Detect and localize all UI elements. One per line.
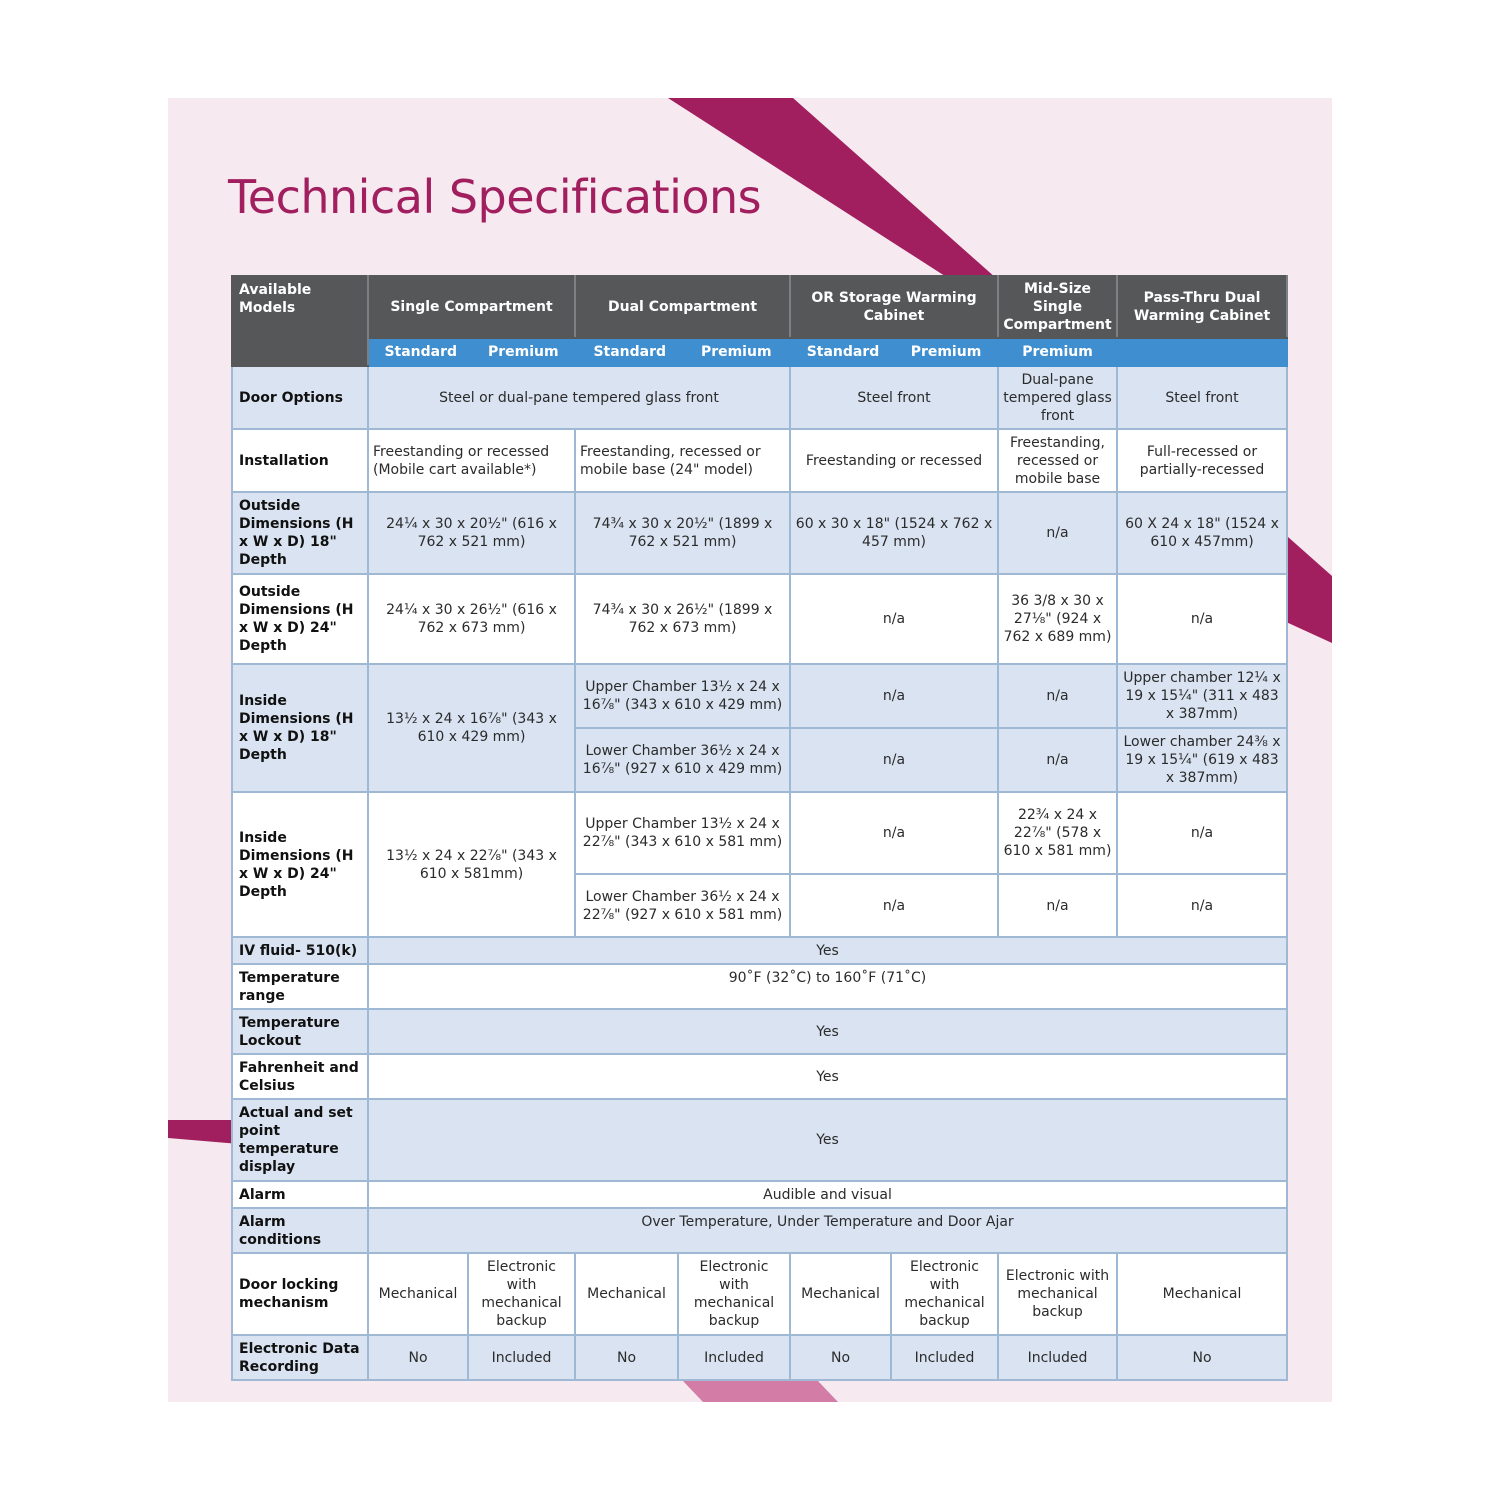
cell-out18-or: 60 x 30 x 18" (1524 x 762 x 457 mm) [790,492,998,574]
cell-install-or: Freestanding or recessed [790,429,998,492]
row-label: Door Options [232,366,368,429]
row-label: Alarm [232,1181,368,1208]
row-label: IV fluid- 510(k) [232,937,368,964]
cell-out18-mid: n/a [998,492,1117,574]
cell-door-mid: Dual-pane tempered glass front [998,366,1117,429]
header-mid-size: Mid-Size Single Compartment [998,276,1117,338]
row-label: Outside Dimensions (H x W x D) 18" Depth [232,492,368,574]
row-alarm [232,1181,1287,1208]
header-row [232,276,1287,338]
subheader-or-standard: Standard [806,344,880,360]
cell-install-mid: Freestanding, recessed or mobile base [998,429,1117,492]
row-label: Inside Dimensions (H x W x D) 18" Depth [232,664,368,792]
subheader-single [368,338,575,366]
header-single-compartment: Single Compartment [368,276,575,338]
subheader-single-premium: Premium [487,344,559,360]
row-data-recording [232,1335,1287,1380]
cell-lock-2: Electronic with mechanical backup [468,1253,575,1335]
cell-in18-pass-lower: Lower chamber 24⅜ x 19 x 15¼" (619 x 483 x 387mm) [1117,728,1287,792]
row-label: Fahrenheit and Celsius [232,1054,368,1099]
row-outside-18 [232,492,1287,574]
row-label: Installation [232,429,368,492]
cell-fahrenheit: Yes [368,1054,1287,1099]
row-label: Temperature Lockout [232,1009,368,1054]
cell-setpoint: Yes [368,1099,1287,1181]
cell-install-dual: Freestanding, recessed or mobile base (24" model) [575,429,790,492]
header-available-models: Available Models [232,276,368,366]
cell-rec-1: No [368,1335,468,1380]
row-setpoint [232,1099,1287,1181]
cell-in18-pass-upper: Upper chamber 12¼ x 19 x 15¼" (311 x 483 x 387mm) [1117,664,1287,728]
subheader-mid-premium: Premium [998,338,1117,366]
subheader-or [790,338,998,366]
cell-lock-6: Electronic with mechanical backup [891,1253,998,1335]
spec-sheet-page [168,98,1332,1402]
cell-in18-mid-upper: n/a [998,664,1117,728]
cell-in24-single: 13½ x 24 x 22⅞" (343 x 610 x 581mm) [368,792,575,937]
header-or-storage: OR Storage Warming Cabinet [790,276,998,338]
cell-lock-8: Mechanical [1117,1253,1287,1335]
cell-out24-single: 24¼ x 30 x 26½" (616 x 762 x 673 mm) [368,574,575,664]
spec-table [231,275,1288,1381]
cell-in24-pass-upper: n/a [1117,792,1287,874]
row-installation [232,429,1287,492]
row-iv-fluid [232,937,1287,964]
cell-in24-dual-upper: Upper Chamber 13½ x 24 x 22⅞" (343 x 610 x 581 mm) [575,792,790,874]
row-fahrenheit [232,1054,1287,1099]
row-label: Outside Dimensions (H x W x D) 24" Depth [232,574,368,664]
bottom-ribbon [683,1381,838,1402]
row-label: Alarm conditions [232,1208,368,1253]
cell-in18-single: 13½ x 24 x 16⅞" (343 x 610 x 429 mm) [368,664,575,792]
cell-rec-7: Included [998,1335,1117,1380]
cell-install-single: Freestanding or recessed (Mobile cart available*) [368,429,575,492]
subheader-dual [575,338,790,366]
row-outside-24 [232,574,1287,664]
cell-in18-mid-lower: n/a [998,728,1117,792]
cell-in24-pass-lower: n/a [1117,874,1287,937]
cell-in24-mid-lower: n/a [998,874,1117,937]
cell-in24-or-lower: n/a [790,874,998,937]
row-temp-lockout [232,1009,1287,1054]
cell-rec-3: No [575,1335,678,1380]
row-label: Inside Dimensions (H x W x D) 24" Depth [232,792,368,937]
cell-in24-or-upper: n/a [790,792,998,874]
cell-out24-or: n/a [790,574,998,664]
cell-in24-mid-upper: 22¾ x 24 x 22⅞" (578 x 610 x 581 mm) [998,792,1117,874]
row-label: Temperature range [232,964,368,1009]
row-door-locking [232,1253,1287,1335]
cell-out18-single: 24¼ x 30 x 20½" (616 x 762 x 521 mm) [368,492,575,574]
cell-out24-dual: 74¾ x 30 x 26½" (1899 x 762 x 673 mm) [575,574,790,664]
row-label: Door locking mechanism [232,1253,368,1335]
cell-lock-3: Mechanical [575,1253,678,1335]
page-title: Technical Specifications [228,170,762,224]
cell-out24-pass: n/a [1117,574,1287,664]
row-inside-18-upper [232,664,1287,728]
cell-alarm-conditions: Over Temperature, Under Temperature and Door Ajar [368,1208,1287,1253]
cell-door-or: Steel front [790,366,998,429]
cell-lock-7: Electronic with mechanical backup [998,1253,1117,1335]
subheader-single-standard: Standard [384,344,458,360]
cell-rec-6: Included [891,1335,998,1380]
row-temp-range [232,964,1287,1009]
cell-in18-or-upper: n/a [790,664,998,728]
row-alarm-conditions [232,1208,1287,1253]
cell-rec-4: Included [678,1335,790,1380]
row-door-options [232,366,1287,429]
cell-lock-4: Electronic with mechanical backup [678,1253,790,1335]
cell-install-pass: Full-recessed or partially-recessed [1117,429,1287,492]
subheader-dual-standard: Standard [593,344,667,360]
header-dual-compartment: Dual Compartment [575,276,790,338]
cell-door-single-dual: Steel or dual-pane tempered glass front [368,366,790,429]
cell-temp-lockout: Yes [368,1009,1287,1054]
cell-rec-5: No [790,1335,891,1380]
subheader-pass-empty [1117,338,1287,366]
row-inside-24-upper [232,792,1287,874]
cell-in18-or-lower: n/a [790,728,998,792]
cell-out24-mid: 36 3/8 x 30 x 27⅛" (924 x 762 x 689 mm) [998,574,1117,664]
cell-in18-dual-lower: Lower Chamber 36½ x 24 x 16⅞" (927 x 610 x 429 mm) [575,728,790,792]
row-label: Actual and set point temperature display [232,1099,368,1181]
cell-out18-dual: 74¾ x 30 x 20½" (1899 x 762 x 521 mm) [575,492,790,574]
cell-lock-5: Mechanical [790,1253,891,1335]
cell-alarm: Audible and visual [368,1181,1287,1208]
row-label: Electronic Data Recording [232,1335,368,1380]
cell-iv-fluid: Yes [368,937,1287,964]
cell-out18-pass: 60 X 24 x 18" (1524 x 610 x 457mm) [1117,492,1287,574]
header-pass-thru: Pass-Thru Dual Warming Cabinet [1117,276,1287,338]
cell-rec-8: No [1117,1335,1287,1380]
cell-lock-1: Mechanical [368,1253,468,1335]
cell-in18-dual-upper: Upper Chamber 13½ x 24 x 16⅞" (343 x 610 x 429 mm) [575,664,790,728]
cell-rec-2: Included [468,1335,575,1380]
subheader-or-premium: Premium [910,344,982,360]
cell-temp-range: 90˚F (32˚C) to 160˚F (71˚C) [368,964,1287,1009]
cell-in24-dual-lower: Lower Chamber 36½ x 24 x 22⅞" (927 x 610 x 581 mm) [575,874,790,937]
subheader-dual-premium: Premium [700,344,772,360]
cell-door-pass: Steel front [1117,366,1287,429]
subheader-row [232,338,1287,366]
